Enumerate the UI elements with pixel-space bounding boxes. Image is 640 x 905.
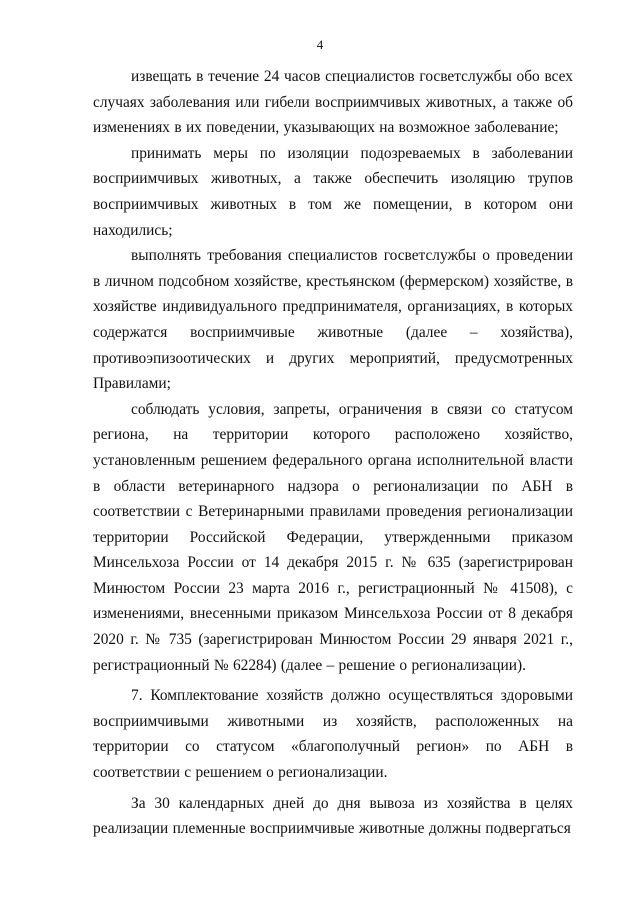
paragraph-item-7: 7. Комплектование хозяйств должно осуществляться здоровыми восприимчивыми животными из хозяйств, расположенных на территории со статусом «благополучный регион» по АБН в соответствии с решением о регионализации.	[93, 687, 573, 782]
paragraph-30-days: За 30 календарных дней до дня вывоза из хозяйства в целях реализации племенные восприимчивые животные должны подвергаться	[93, 794, 573, 838]
paragraph-regionalization: соблюдать условия, запреты, ограничения в связи со статусом региона, на территории которого расположено хозяйство, установленным решением федерального органа исполнительной власти в области ветеринарного надзора о регионализации по АБН в соответствии с Ветеринарными правилами проведения регионализации территории Российской Федерации, утвержденными приказом Минсельхоза России от 14 декабря 2015 г. № 635 (зарегистрирован Минюстом России 23 марта 2016 г., регистрационный № 41508), с изменениями, внесенными приказом Минсельхоза России от 8 декабря 2020 г. № 735 (зарегистрирован Минюстом России 29 января 2021 г., регистрационный № 62284) (далее – решение о регионализации).	[93, 400, 573, 674]
document-body	[93, 64, 573, 842]
paragraph-requirements: выполнять требования специалистов госветслужбы о проведении в личном подсобном хозяйстве, крестьянском (фермерском) хозяйстве, в хозяйстве индивидуального предпринимателя, организациях, в которых содержатся восприимчивые животные (далее – хозяйства), противоэпизоотических и других мероприятий, предусмотренных Правилами;	[93, 247, 573, 393]
paragraph-notify: извещать в течение 24 часов специалистов госветслужбы обо всех случаях заболевания или гибели восприимчивых животных, а также об изменениях в их поведении, указывающих на возможное заболевание;	[93, 68, 573, 137]
paragraph-isolation: принимать меры по изоляции подозреваемых в заболевании восприимчивых животных, а также обеспечить изоляцию трупов восприимчивых животных в том же помещении, в котором они находились;	[93, 144, 573, 239]
page-number: 4	[316, 37, 324, 52]
